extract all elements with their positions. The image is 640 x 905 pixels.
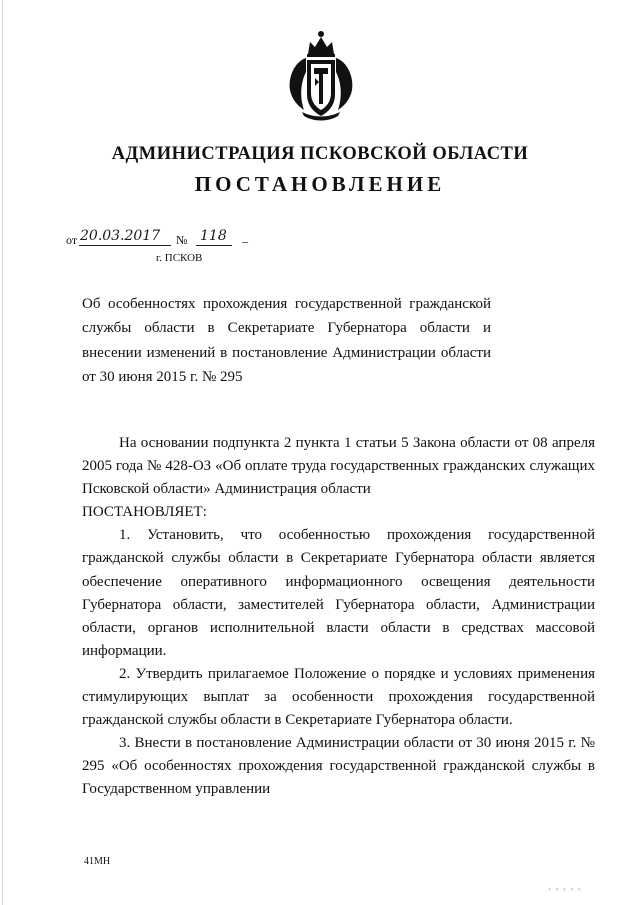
handwritten-number: 118: [200, 228, 227, 244]
number-underline: [196, 245, 232, 246]
item-1-paragraph: 1. Установить, что особенностью прохождения государственной гражданской службы области в Секретариате Губернатора области является обеспечение оперативного информационного освещения деятельности Губернатора области, заместителей Губернатора области, Администрации области, органов исполнительной власти области в средствах массовой информации.: [82, 527, 595, 659]
date-prefix-label: от: [66, 233, 78, 247]
preamble-paragraph: На основании подпункта 2 пункта 1 статьи 5 Закона области от 08 апреля 2005 года № 428-ОЗ «Об оплате труда государственных гражданских служащих Псковской области» Администрация области: [82, 435, 595, 498]
item-3-paragraph: 3. Внести в постановление Администрации области от 30 июня 2015 г. № 295 «Об особенностях прохождения государственной гражданской службы в Государственном управлении: [82, 735, 595, 798]
city-label: г. ПСКОВ: [156, 252, 203, 264]
faint-scan-mark: ▪ ▪ ▪ ▪ ▪: [548, 884, 582, 894]
pskov-coat-of-arms-icon: [286, 28, 356, 128]
footer-code: 41МН: [84, 856, 111, 867]
handwritten-date: 20.03.2017: [80, 228, 161, 244]
date-number-line: [66, 228, 266, 250]
page-edge-line: [2, 0, 3, 905]
document-type-title: ПОСТАНОВЛЕНИЕ: [194, 172, 446, 196]
dash-mark: –: [242, 234, 248, 248]
document-body: [82, 432, 595, 802]
organization-name: АДМИНИСТРАЦИЯ ПСКОВСКОЙ ОБЛАСТИ: [111, 144, 529, 164]
item-2-paragraph: 2. Утвердить прилагаемое Положение о порядке и условиях применения стимулирующих выплат за особенности прохождения государственной гражданской службы области в Секретариате Губернатора области.: [82, 665, 595, 729]
date-underline: [79, 245, 171, 246]
number-label: №: [176, 233, 188, 247]
document-subject: Об особенностях прохождения государственной гражданской службы области в Секретариате Губернатора области и внесении изменений в постановление Администрации области от 30 июня 2015 г. № 295: [82, 296, 491, 385]
resolves-word: ПОСТАНОВЛЯЕТ:: [82, 504, 207, 521]
